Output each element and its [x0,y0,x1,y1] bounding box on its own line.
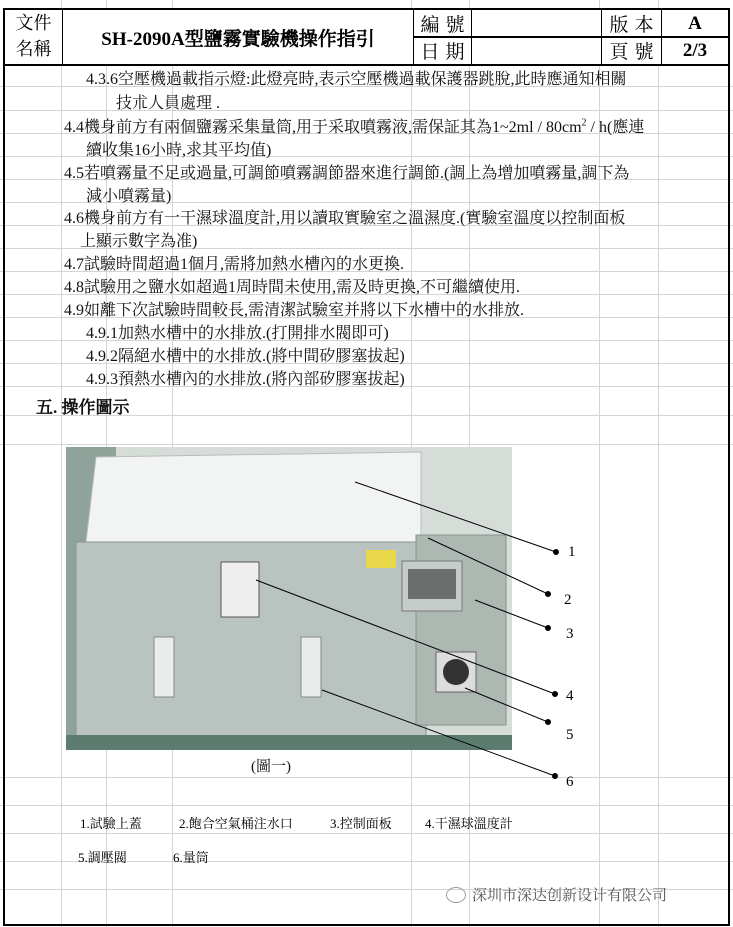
legend-item: 5.調壓閥 [78,850,127,865]
legend-item: 3.控制面板 [330,816,392,831]
text-line: 4.9如離下次試驗時間較長,需清潔試驗室并將以下水槽中的水排放. [64,302,525,319]
section-title: 五. 操作圖示 [36,398,130,417]
callout-4: 4 [566,688,574,704]
doc-name-label-1: 文件 [15,13,52,34]
text-line: 上顯示數字為准) [80,233,198,250]
figure-caption: (圖一) [251,759,291,775]
text-line: 4.8試驗用之鹽水如超過1周時間未使用,需及時更換,不可繼續使用. [64,279,521,296]
callout-5: 5 [566,727,574,743]
date-label: 日 期 [414,37,472,64]
document-title: SH-2090A型鹽霧實驗機操作指引 [63,10,414,64]
number-label: 編 號 [414,10,472,37]
text-line: 4.7試驗時間超過1個月,需將加熱水槽內的水更換. [64,256,405,273]
wechat-icon [446,887,466,903]
legend-item: 6.量筒 [173,850,209,865]
version-label: 版 本 [602,10,662,37]
text-line: 續收集16小時,求其平均值) [86,142,272,159]
callout-1: 1 [568,544,576,560]
callout-6: 6 [566,774,574,790]
doc-name-label-2: 名稱 [15,39,52,60]
page-label: 頁 號 [602,37,662,64]
text-line: 4.6機身前方有一干濕球溫度計,用以讀取實驗室之溫濕度.(實驗室溫度以控制面板 [64,210,626,227]
callout-2: 2 [564,592,572,608]
text-line: 4.9.3預熱水槽內的水排放.(將內部矽膠塞拔起) [86,371,405,388]
legend-item: 1.試驗上蓋 [80,816,142,831]
watermark: 深圳市深达创新设计有限公司 [446,884,667,905]
text-line: 4.9.2隔絕水槽中的水排放.(將中間矽膠塞拔起) [86,348,405,365]
legend-item: 4.干濕球溫度計 [425,816,513,831]
text-line: 4.5若噴霧量不足或過量,可調節噴霧調節器來進行調節.(調上為增加噴霧量,調下為 [64,165,630,182]
text-line: 4.4機身前方有兩個鹽霧采集量筒,用于采取噴霧液,需保証其為1~2ml / $80cm^2 / h$(應連 [64,117,645,136]
text-line: 減小噴霧量) [86,188,172,205]
callout-3: 3 [566,626,574,642]
page-value: 2/3 [682,39,708,61]
legend-item: 2.飽合空氣桶注水口 [179,816,293,831]
text-line: 4.3.6空壓機過載指示燈:此燈亮時,表示空壓機過載保護器跳脫,此時應通知相關 [86,71,627,88]
version-value: A [688,12,702,34]
text-line: 技朮人員處理 . [116,95,221,112]
text-line: 4.9.1加熱水槽中的水排放.(打開排水閥即可) [86,325,389,342]
